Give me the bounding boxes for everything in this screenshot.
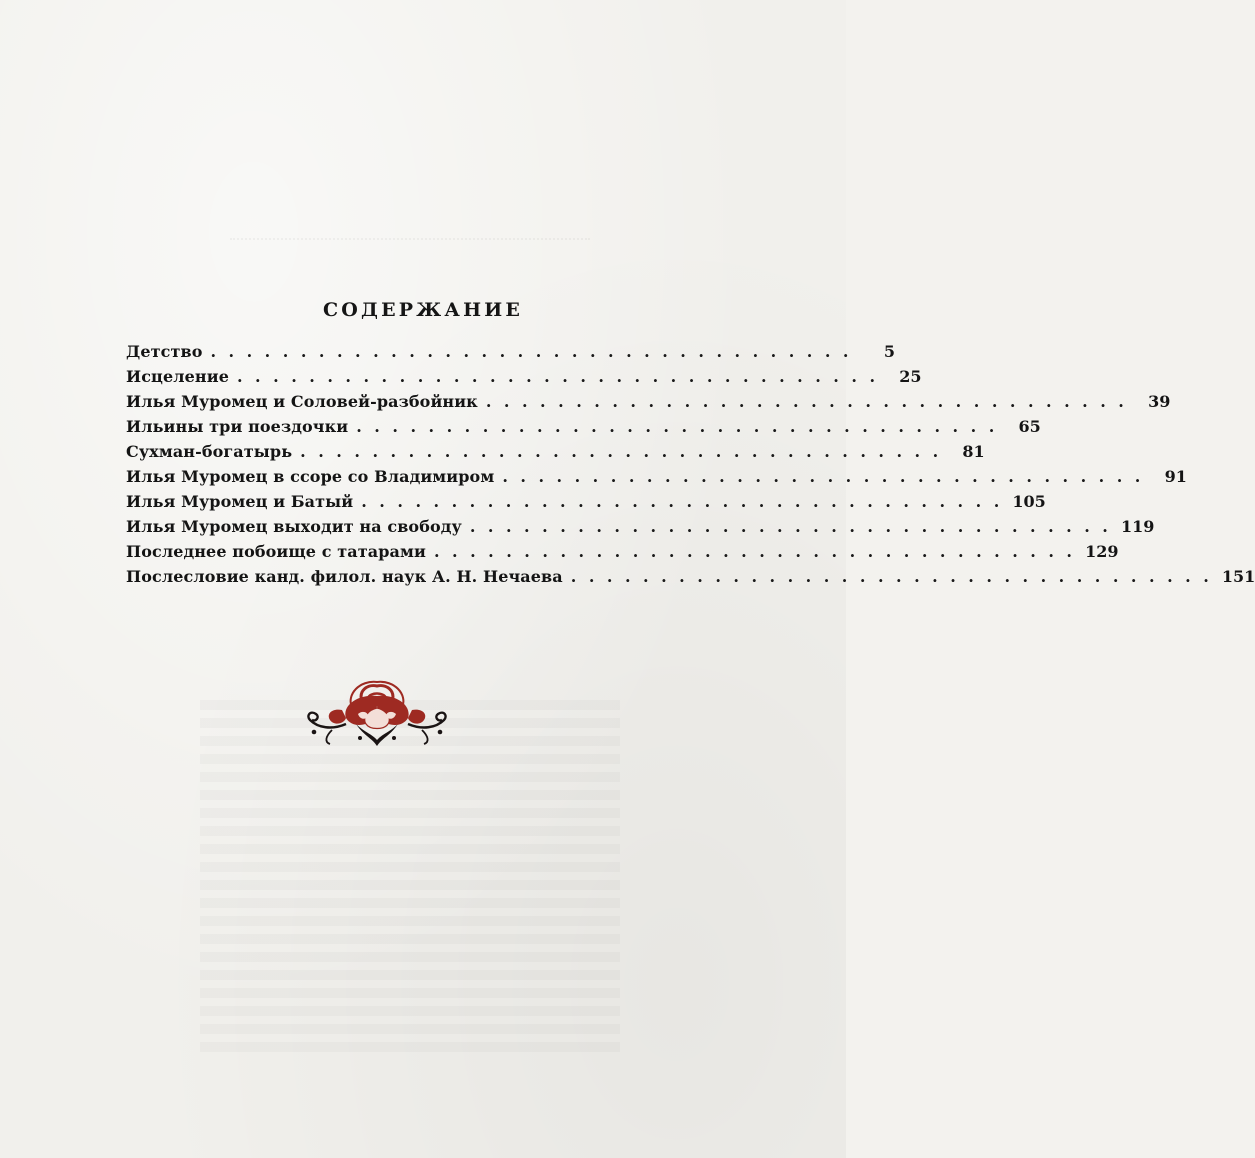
toc-entry — [126, 564, 1255, 589]
toc-entry — [126, 439, 985, 464]
toc-entry-title: Детство — [126, 342, 203, 361]
toc-dot-leader: .................................... — [485, 392, 1137, 411]
toc-dot-leader: .................................... — [502, 467, 1153, 486]
toc-entry — [126, 514, 1155, 539]
toc-dot-leader: .................................... — [210, 342, 861, 361]
toc-entry — [126, 389, 1171, 414]
toc-entry — [126, 339, 895, 364]
toc-entry-title: Ильины три поездочки — [126, 417, 349, 436]
toc-entry-page-number: 119 — [1120, 517, 1155, 536]
toc-dot-leader: .................................... — [356, 417, 1007, 436]
toc-entry — [126, 489, 1046, 514]
toc-dot-leader: .................................... — [433, 542, 1085, 561]
toc-entry-page-number: 5 — [883, 342, 895, 361]
toc-dot-leader: .................................... — [361, 492, 1012, 511]
toc-entry — [126, 414, 1041, 439]
floral-ornament-icon — [302, 680, 452, 748]
toc-entry-page-number: 25 — [899, 367, 922, 386]
toc-entry — [126, 364, 922, 389]
toc-entry-page-number: 65 — [1018, 417, 1041, 436]
toc-entry — [126, 539, 1119, 564]
toc-entry-page-number: 105 — [1012, 492, 1046, 511]
toc-entry — [126, 464, 1187, 489]
toc-entry-page-number: 81 — [962, 442, 985, 461]
toc-dot-leader: .................................... — [300, 442, 951, 461]
toc-entry-title: Послесловие канд. филол. наук А. Н. Нечаева — [126, 567, 563, 586]
toc-entry-title: Илья Муромец и Батый — [126, 492, 354, 511]
toc-entry-page-number: 39 — [1148, 392, 1171, 411]
toc-dot-leader: .................................... — [236, 367, 888, 386]
toc-entry-title: Исцеление — [126, 367, 229, 386]
toc-entry-title: Последнее побоище с татарами — [126, 542, 426, 561]
toc-entry-page-number: 129 — [1085, 542, 1119, 561]
toc-entry-page-number: 151 — [1221, 567, 1255, 586]
toc-dot-leader: .................................... — [469, 517, 1121, 536]
show-through-block-lower — [200, 700, 620, 1060]
page-title: СОДЕРЖАНИЕ — [322, 298, 524, 321]
table-of-contents — [126, 339, 1255, 589]
toc-entry-page-number: 91 — [1164, 467, 1187, 486]
toc-entry-title: Сухман-богатырь — [126, 442, 293, 461]
toc-entry-title: Илья Муромец выходит на свободу — [126, 517, 462, 536]
toc-entry-title: Илья Муромец и Соловей-разбойник — [126, 392, 478, 411]
toc-entry-title: Илья Муромец в ссоре со Владимиром — [126, 467, 495, 486]
toc-dot-leader: .................................... — [570, 567, 1222, 586]
show-through-block-upper — [230, 238, 590, 254]
